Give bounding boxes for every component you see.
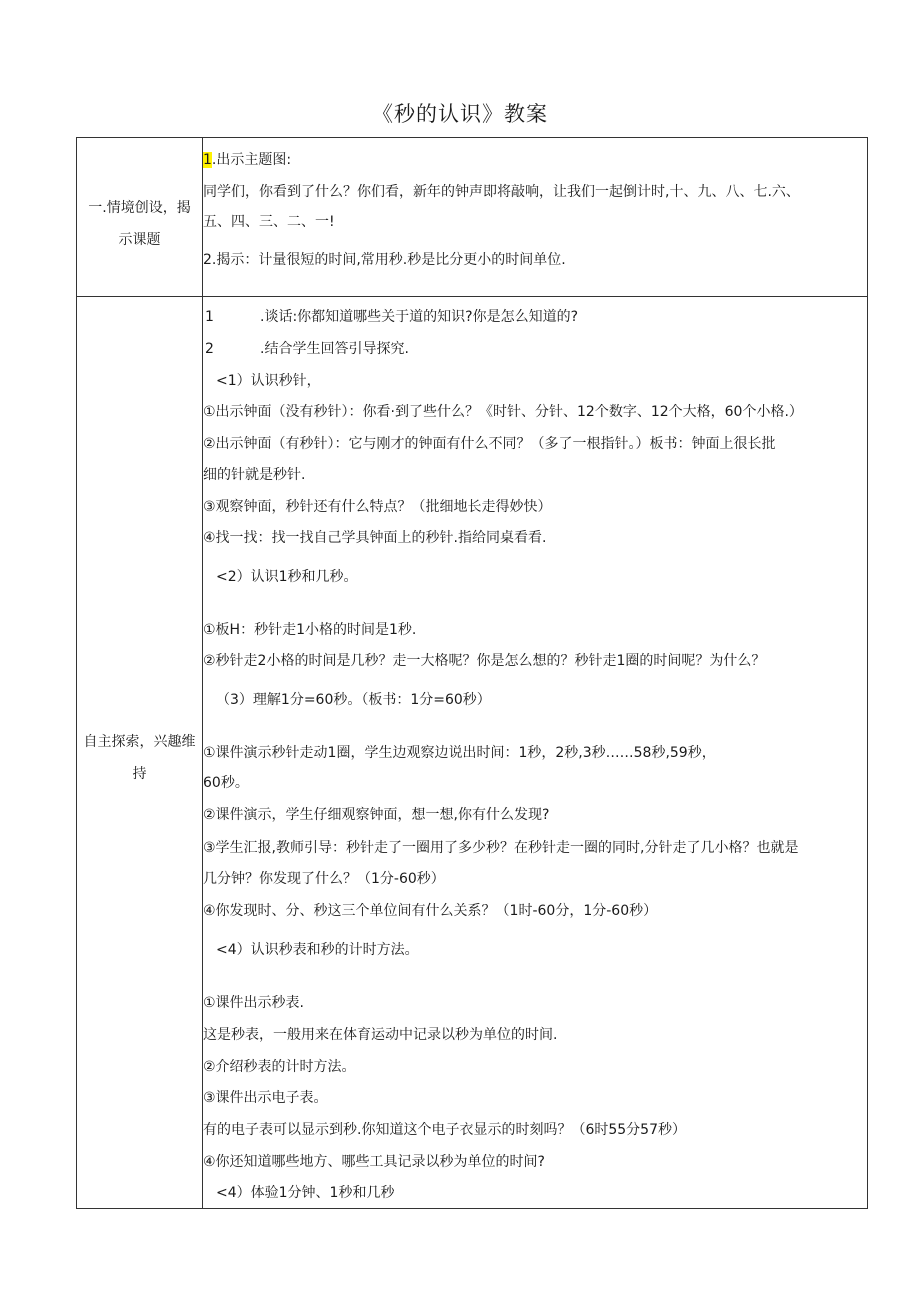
content-line: ①课件出示秒表. <box>203 995 305 1011</box>
row-label-line: 一.情境创设，揭 <box>88 200 191 216</box>
row-label-line: 持 <box>132 766 147 782</box>
content-line: ①板H：秒针走1小格的时间是1秒. <box>203 622 417 638</box>
row-label-line: 自主探索，兴趣维 <box>83 734 196 750</box>
table-border-top <box>76 137 868 138</box>
list-number: 2 <box>205 341 214 357</box>
content-line: 细的针就是秒针. <box>203 467 306 483</box>
content-line: ③观察钟面，秒针还有什么特点？（批细地长走得妙快） <box>203 499 552 515</box>
content-line: 2.揭示：计量很短的时间,常用秒.秒是比分更小的时间单位. <box>203 252 566 268</box>
content-line: ④你还知道哪些地方、哪些工具记录以秒为单位的时间? <box>203 1154 545 1170</box>
row-label <box>77 192 202 256</box>
content-line: 五、四、三、二、一! <box>203 214 335 230</box>
content-line: <4）体验1分钟、1秒和几秒 <box>216 1185 395 1201</box>
content-line: （3）理解1分=60秒。（板书：1分=60秒） <box>216 692 491 708</box>
content-line: 这是秒表，一般用来在体育运动中记录以秒为单位的时间. <box>203 1027 558 1043</box>
content-line: ②秒针走2小格的时间是几秒？走一大格呢？你是怎么想的？秒针走1圈的时间呢？为什么？ <box>203 653 766 669</box>
content-line: ③学生汇报,教师引导：秒针走了一圈用了多少秒？在秒针走一圈的同时,分针走了几小格？也就是 <box>203 840 799 856</box>
content-line: 同学们，你看到了什么？你们看，新年的钟声即将敲响，让我们一起倒计时,十、九、八、七.六、 <box>203 184 800 200</box>
content-line: .谈话:你都知道哪些关于道的知识?你是怎么知道的? <box>260 309 579 325</box>
list-number: 1 <box>205 309 214 325</box>
content-line: 几分钟？你发现了什么？（1分-60秒） <box>203 871 445 887</box>
content-line: <1）认识秒针， <box>216 373 321 389</box>
content-line: ③课件出示电子表。 <box>203 1090 328 1106</box>
content-line: ①出示钟面（没有秒针）：你看·到了些什么？《时针、分针、12个数字、12个大格，60个小格.） <box>203 404 803 420</box>
content-line: 60秒。 <box>203 775 249 791</box>
content-line: 有的电子表可以显示到秒.你知道这个电子衣显示的时刻吗？（6时55分57秒） <box>203 1122 686 1138</box>
content-line: ②课件演示，学生仔细观察钟面，想一想,你有什么发现? <box>203 807 550 823</box>
content-line: <4）认识秒表和秒的计时方法。 <box>216 942 419 958</box>
table-row-divider <box>76 296 868 297</box>
content-line: <2）认识1秒和几秒。 <box>216 569 358 585</box>
highlight-mark: 1 <box>203 152 212 168</box>
content-line: ④你发现时、分、秒这三个单位间有什么关系？（1时-60分，1分-60秒） <box>203 903 658 919</box>
table-border-left <box>76 137 77 1209</box>
content-line: 1.出示主题图: <box>203 152 292 168</box>
table-border-right <box>867 137 868 1209</box>
content-line: ①课件演示秒针走动1圈，学生边观察边说出时间：1秒，2秒,3秒……58秒,59秒， <box>203 745 716 761</box>
content-line: ②介绍秒表的计时方法。 <box>203 1059 356 1075</box>
table-column-divider <box>202 137 203 1209</box>
table-border-bottom <box>76 1208 868 1209</box>
page-title: 《秒的认识》教案 <box>372 102 548 126</box>
row-label-line: 示课题 <box>118 232 161 248</box>
content-line: ②出示钟面（有秒针）：它与刚才的钟面有什么不同？（多了一根指针。）板书：钟面上很长批 <box>203 436 776 452</box>
row-label <box>77 726 202 790</box>
content-line: .结合学生回答引导探究. <box>260 341 409 357</box>
content-line: ④找一找：找一找自己学具钟面上的秒针.指给同桌看看. <box>203 530 547 546</box>
